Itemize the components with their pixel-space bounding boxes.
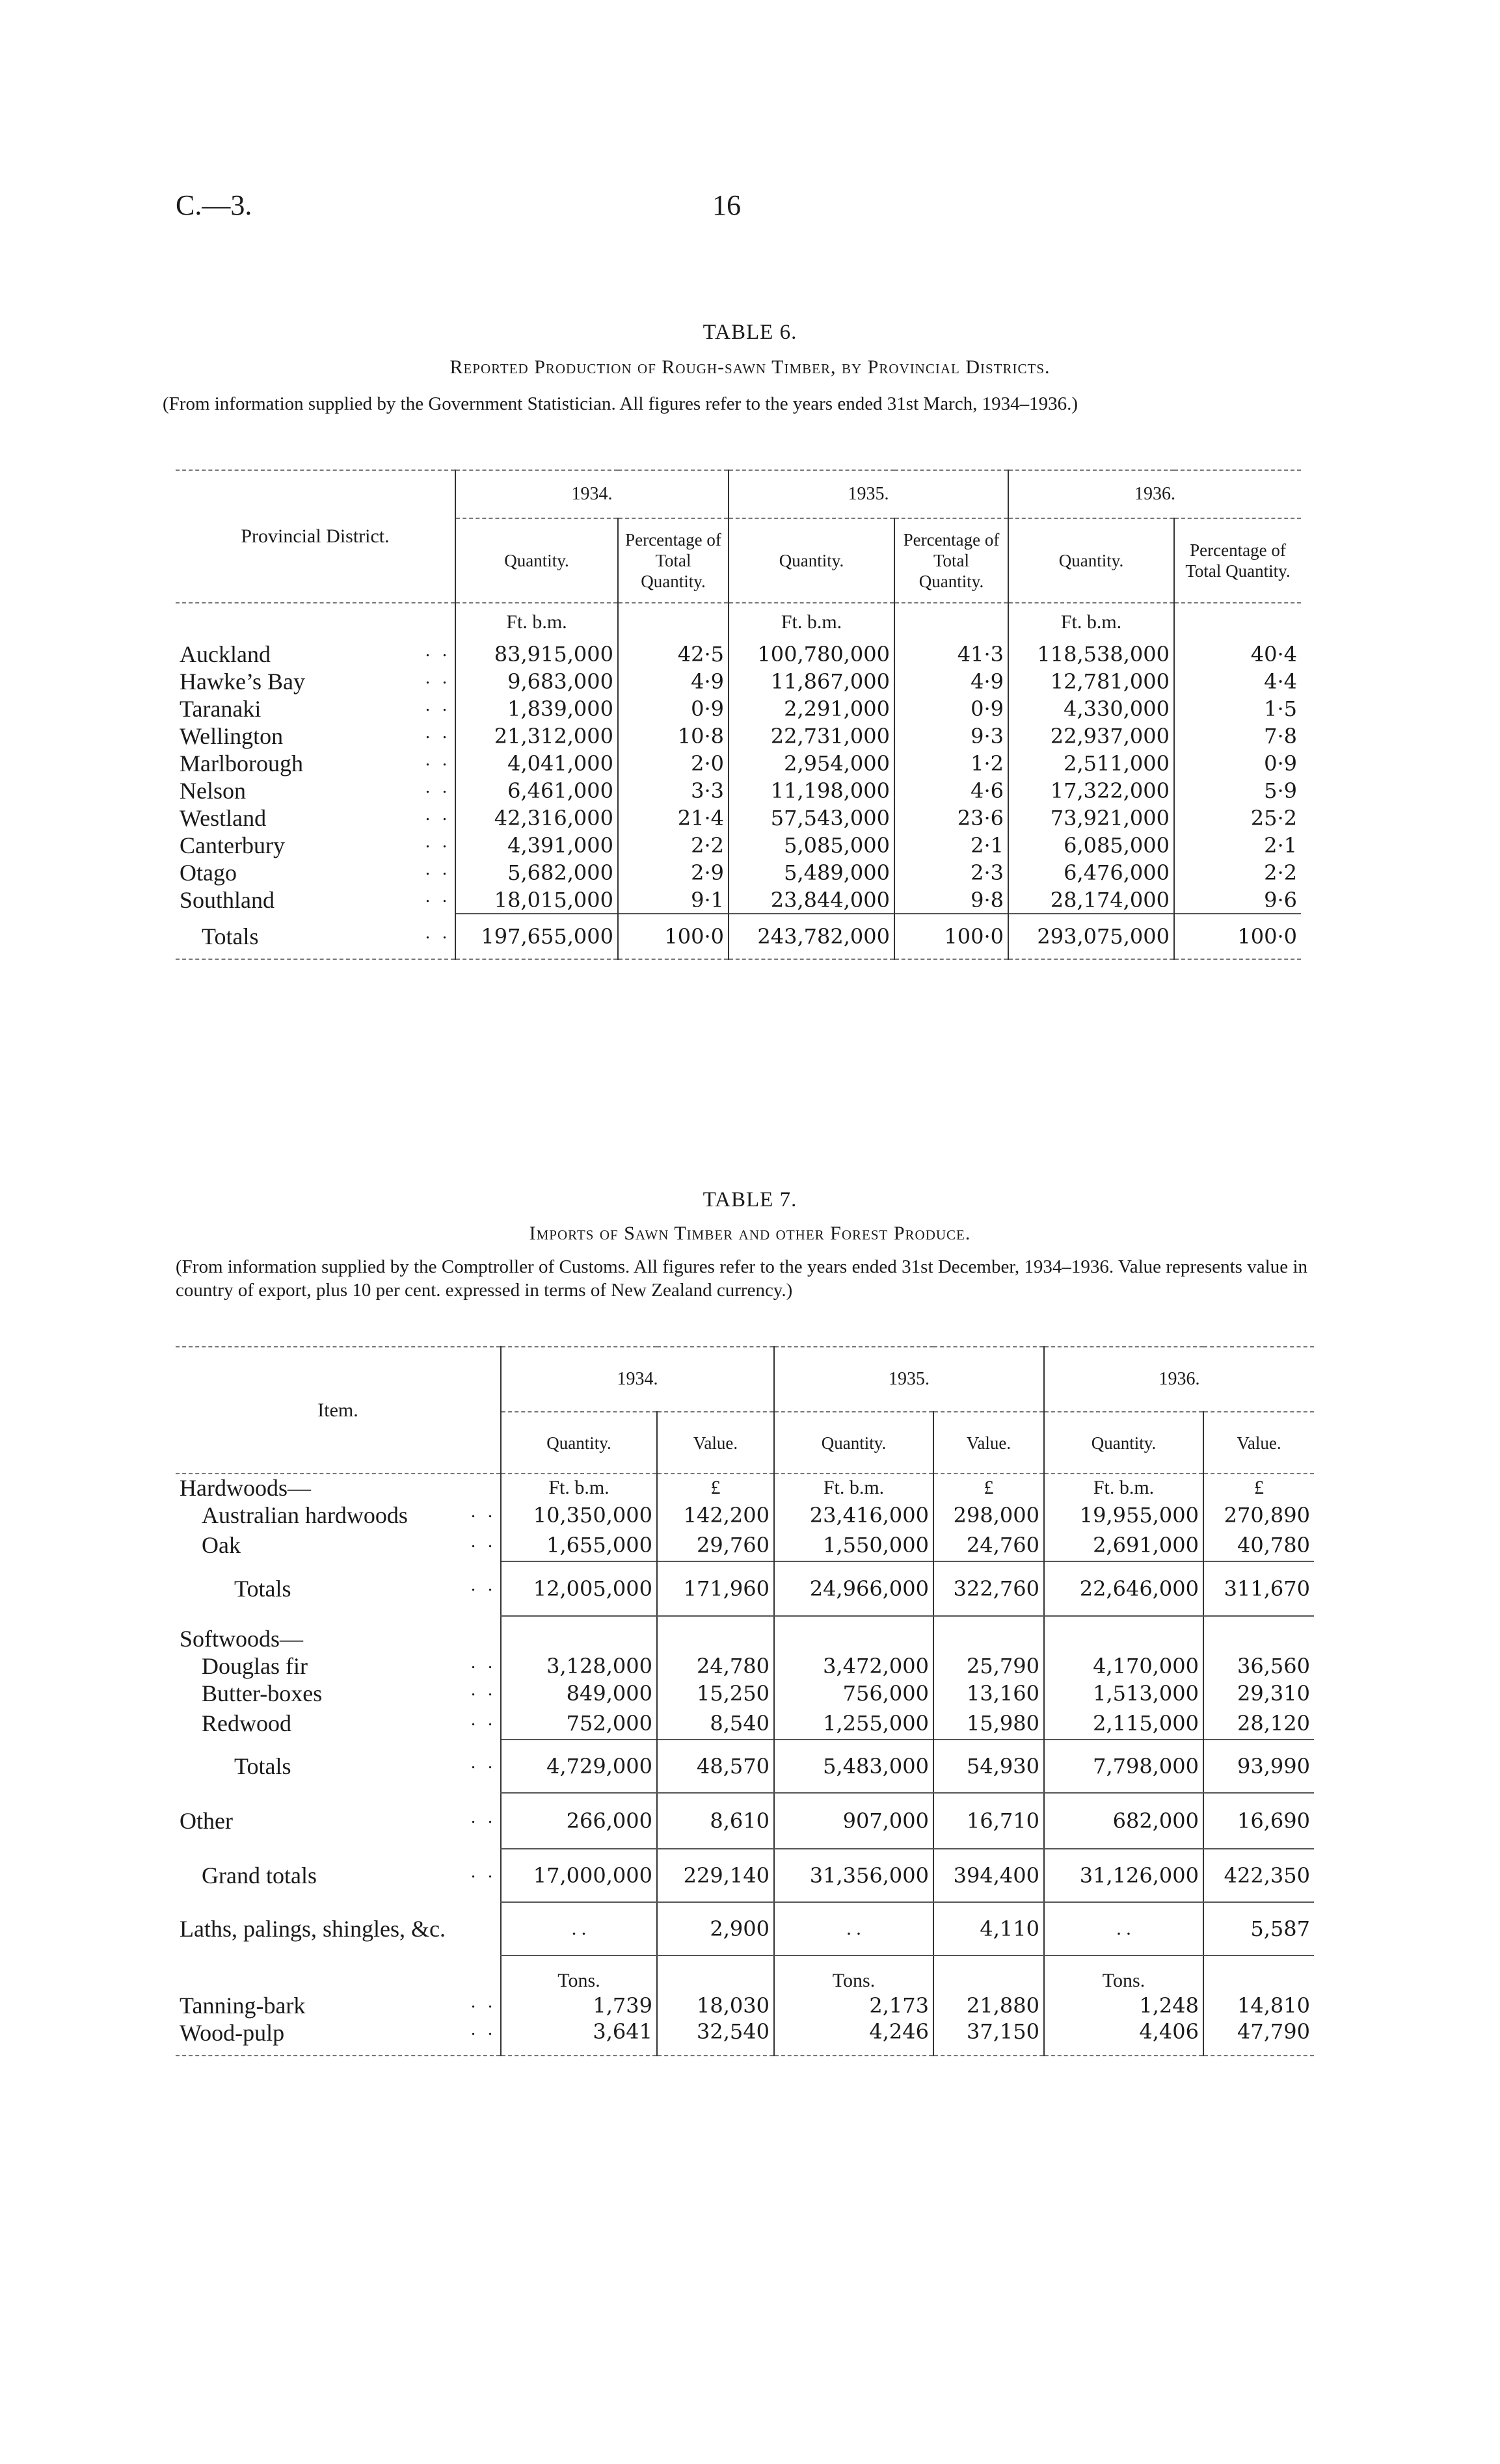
quantity-cell: 4,391,000 bbox=[455, 832, 618, 859]
section-heading-hardwoods: Hardwoods— bbox=[180, 1475, 311, 1501]
table-row bbox=[176, 1616, 1314, 1652]
unit-label: Tons. bbox=[774, 1955, 933, 1992]
quantity-cell: 11,867,000 bbox=[729, 668, 894, 695]
leader-dots: . . bbox=[425, 750, 451, 770]
table6-year-1936: 1936. bbox=[1008, 470, 1301, 518]
quantity-cell: . . bbox=[501, 1902, 657, 1955]
item-label: Wood-pulp bbox=[180, 2020, 285, 2046]
unit-label: Ft. b.m. bbox=[729, 603, 894, 641]
quantity-cell: 2,291,000 bbox=[729, 695, 894, 722]
percentage-cell: 10·8 bbox=[618, 722, 729, 750]
quantity-cell: 17,322,000 bbox=[1008, 777, 1174, 804]
table-row bbox=[176, 722, 1301, 750]
table7-note: (From information supplied by the Comptroller of Customs. All figures refer to the years ended 31st December, 1934–1936. Value represents value in country of export, plus 10 per cent. expressed in terms of New Zealand currency.) bbox=[176, 1256, 1307, 1301]
quantity-cell: 6,085,000 bbox=[1008, 832, 1174, 859]
table-row bbox=[176, 1474, 1314, 1502]
value-cell: 47,790 bbox=[1203, 2019, 1314, 2056]
unit-label: Ft. b.m. bbox=[455, 603, 618, 641]
table-row bbox=[176, 1793, 1314, 1849]
quantity-cell: 2,173 bbox=[774, 1992, 933, 2019]
quantity-cell: 100,780,000 bbox=[729, 641, 894, 668]
total-value-cell: 394,400 bbox=[933, 1849, 1044, 1902]
total-quantity-cell: 5,483,000 bbox=[774, 1740, 933, 1793]
leader-dots: . . bbox=[471, 1680, 496, 1700]
total-quantity-cell: 4,729,000 bbox=[501, 1740, 657, 1793]
quantity-cell: 4,330,000 bbox=[1008, 695, 1174, 722]
percentage-cell: 0·9 bbox=[894, 695, 1008, 722]
quantity-cell: 756,000 bbox=[774, 1680, 933, 1707]
percentage-cell: 40·4 bbox=[1174, 641, 1301, 668]
total-quantity-cell: 31,356,000 bbox=[774, 1849, 933, 1902]
totals-label: Totals bbox=[234, 1576, 291, 1602]
quantity-cell: 2,691,000 bbox=[1044, 1529, 1203, 1561]
quantity-cell: 3,472,000 bbox=[774, 1652, 933, 1680]
leader-dots: . . bbox=[425, 832, 451, 852]
value-cell: 14,810 bbox=[1203, 1992, 1314, 2019]
total-value-cell: 54,930 bbox=[933, 1740, 1044, 1793]
leader-dots: . . bbox=[471, 1992, 496, 2012]
percentage-cell: 0·9 bbox=[618, 695, 729, 722]
district-label: Taranaki bbox=[180, 696, 261, 722]
total-value-cell: 322,760 bbox=[933, 1561, 1044, 1616]
percentage-cell: 9·3 bbox=[894, 722, 1008, 750]
value-cell: 24,780 bbox=[657, 1652, 774, 1680]
totals-row bbox=[176, 1561, 1314, 1616]
table6-col-percentage: Percentage of Total Quantity. bbox=[618, 518, 729, 603]
unit-label: Tons. bbox=[1044, 1955, 1203, 1992]
unit-label: £ bbox=[933, 1474, 1044, 1502]
item-label: Laths, palings, shingles, &c. bbox=[180, 1916, 446, 1942]
quantity-cell: 5,489,000 bbox=[729, 859, 894, 886]
totals-row bbox=[176, 1740, 1314, 1793]
section-heading-softwoods: Softwoods— bbox=[180, 1626, 304, 1652]
table7-col-quantity: Quantity. bbox=[774, 1412, 933, 1474]
total-value-cell: 93,990 bbox=[1203, 1740, 1314, 1793]
value-cell: 29,310 bbox=[1203, 1680, 1314, 1707]
quantity-cell: 5,682,000 bbox=[455, 859, 618, 886]
total-percentage-cell: 100·0 bbox=[1174, 914, 1301, 959]
leader-dots: . . bbox=[471, 1862, 496, 1882]
value-cell: 13,160 bbox=[933, 1680, 1044, 1707]
quantity-cell: 3,128,000 bbox=[501, 1652, 657, 1680]
quantity-cell: 4,246 bbox=[774, 2019, 933, 2056]
district-label: Hawke’s Bay bbox=[180, 669, 305, 695]
document-reference: C.—3. bbox=[176, 189, 252, 221]
unit-label: Ft. b.m. bbox=[774, 1474, 933, 1502]
table-row bbox=[176, 668, 1301, 695]
item-label: Other bbox=[180, 1808, 233, 1834]
district-label: Marlborough bbox=[180, 750, 303, 776]
value-cell: 16,710 bbox=[933, 1793, 1044, 1849]
table-row bbox=[176, 641, 1301, 668]
quantity-cell: 18,015,000 bbox=[455, 886, 618, 914]
quantity-cell: 752,000 bbox=[501, 1707, 657, 1740]
table-row bbox=[176, 750, 1301, 777]
quantity-cell: 118,538,000 bbox=[1008, 641, 1174, 668]
table-row bbox=[176, 2019, 1314, 2056]
table6-note: (From information supplied by the Government Statistician. All figures refer to the years ended 31st March, 1934–1936.) bbox=[163, 393, 1078, 414]
page-number: 16 bbox=[712, 189, 741, 221]
table7-number: TABLE 7. bbox=[703, 1188, 797, 1212]
quantity-cell: 682,000 bbox=[1044, 1793, 1203, 1849]
table-row bbox=[176, 859, 1301, 886]
table-row bbox=[176, 1680, 1314, 1707]
unit-label: Tons. bbox=[501, 1955, 657, 1992]
value-cell: 5,587 bbox=[1203, 1902, 1314, 1955]
totals-row bbox=[176, 914, 1301, 959]
table-row bbox=[176, 1502, 1314, 1529]
table-row bbox=[176, 886, 1301, 914]
value-cell: 298,000 bbox=[933, 1502, 1044, 1529]
district-label: Southland bbox=[180, 887, 275, 913]
quantity-cell: 1,839,000 bbox=[455, 695, 618, 722]
quantity-cell: 6,476,000 bbox=[1008, 859, 1174, 886]
table6-col-quantity: Quantity. bbox=[729, 518, 894, 603]
quantity-cell: 9,683,000 bbox=[455, 668, 618, 695]
table-row bbox=[176, 1707, 1314, 1740]
table6-year-1935: 1935. bbox=[729, 470, 1008, 518]
quantity-cell: 1,739 bbox=[501, 1992, 657, 2019]
total-quantity-cell: 31,126,000 bbox=[1044, 1849, 1203, 1902]
quantity-cell: 11,198,000 bbox=[729, 777, 894, 804]
table7-year-1936: 1936. bbox=[1044, 1347, 1314, 1412]
percentage-cell: 2·2 bbox=[1174, 859, 1301, 886]
percentage-cell: 23·6 bbox=[894, 804, 1008, 832]
quantity-cell: 6,461,000 bbox=[455, 777, 618, 804]
leader-dots: . . bbox=[425, 886, 451, 907]
quantity-cell: 1,255,000 bbox=[774, 1707, 933, 1740]
table7-col-value: Value. bbox=[1203, 1412, 1314, 1474]
percentage-cell: 9·8 bbox=[894, 886, 1008, 914]
leader-dots: . . bbox=[471, 1710, 496, 1730]
item-label: Australian hardwoods bbox=[202, 1502, 408, 1528]
quantity-cell: 3,641 bbox=[501, 2019, 657, 2056]
quantity-cell: 12,781,000 bbox=[1008, 668, 1174, 695]
percentage-cell: 2·0 bbox=[618, 750, 729, 777]
leader-dots: . . bbox=[425, 695, 451, 715]
leader-dots: . . bbox=[425, 668, 451, 688]
total-quantity-cell: 197,655,000 bbox=[455, 914, 618, 959]
total-quantity-cell: 22,646,000 bbox=[1044, 1561, 1203, 1616]
percentage-cell: 9·1 bbox=[618, 886, 729, 914]
quantity-cell: 23,844,000 bbox=[729, 886, 894, 914]
unit-label: Ft. b.m. bbox=[1044, 1474, 1203, 1502]
value-cell: 40,780 bbox=[1203, 1529, 1314, 1561]
percentage-cell: 21·4 bbox=[618, 804, 729, 832]
percentage-cell: 0·9 bbox=[1174, 750, 1301, 777]
quantity-cell: 849,000 bbox=[501, 1680, 657, 1707]
value-cell: 28,120 bbox=[1203, 1707, 1314, 1740]
table-row bbox=[176, 1955, 1314, 1992]
leader-dots: . . bbox=[471, 1652, 496, 1673]
table7-title: Imports of Sawn Timber and other Forest Produce. bbox=[529, 1223, 971, 1244]
total-quantity-cell: 12,005,000 bbox=[501, 1561, 657, 1616]
total-percentage-cell: 100·0 bbox=[894, 914, 1008, 959]
table6-col-percentage: Percentage of Total Quantity. bbox=[1174, 518, 1301, 603]
quantity-cell: 5,085,000 bbox=[729, 832, 894, 859]
total-percentage-cell: 100·0 bbox=[618, 914, 729, 959]
district-label: Nelson bbox=[180, 778, 246, 804]
table7-col-value: Value. bbox=[657, 1412, 774, 1474]
item-label: Oak bbox=[202, 1532, 241, 1558]
leader-dots: . . bbox=[471, 1807, 496, 1827]
quantity-cell: 2,115,000 bbox=[1044, 1707, 1203, 1740]
percentage-cell: 2·3 bbox=[894, 859, 1008, 886]
value-cell: 270,890 bbox=[1203, 1502, 1314, 1529]
quantity-cell: . . bbox=[774, 1902, 933, 1955]
value-cell: 29,760 bbox=[657, 1529, 774, 1561]
quantity-cell: 22,731,000 bbox=[729, 722, 894, 750]
district-label: Otago bbox=[180, 860, 237, 886]
value-cell: 18,030 bbox=[657, 1992, 774, 2019]
totals-label: Totals bbox=[202, 923, 259, 949]
percentage-cell: 7·8 bbox=[1174, 722, 1301, 750]
leader-dots: . . bbox=[425, 859, 451, 879]
table6-col-quantity: Quantity. bbox=[455, 518, 618, 603]
quantity-cell: 1,248 bbox=[1044, 1992, 1203, 2019]
quantity-cell: 28,174,000 bbox=[1008, 886, 1174, 914]
leader-dots: . . bbox=[425, 777, 451, 797]
unit-label: £ bbox=[1203, 1474, 1314, 1502]
quantity-cell: 266,000 bbox=[501, 1793, 657, 1849]
percentage-cell: 4·9 bbox=[618, 668, 729, 695]
item-label: Douglas fir bbox=[202, 1653, 308, 1679]
quantity-cell: 73,921,000 bbox=[1008, 804, 1174, 832]
percentage-cell: 1·2 bbox=[894, 750, 1008, 777]
table-row bbox=[176, 1652, 1314, 1680]
quantity-cell: 2,954,000 bbox=[729, 750, 894, 777]
table7-col-quantity: Quantity. bbox=[501, 1412, 657, 1474]
percentage-cell: 2·1 bbox=[1174, 832, 1301, 859]
leader-dots: . . bbox=[471, 2019, 496, 2039]
quantity-cell: 4,170,000 bbox=[1044, 1652, 1203, 1680]
percentage-cell: 41·3 bbox=[894, 641, 1008, 668]
value-cell: 8,610 bbox=[657, 1793, 774, 1849]
quantity-cell: . . bbox=[1044, 1902, 1203, 1955]
table6-number: TABLE 6. bbox=[703, 321, 797, 344]
table7-col-quantity: Quantity. bbox=[1044, 1412, 1203, 1474]
item-label: Butter-boxes bbox=[202, 1680, 323, 1706]
table-row bbox=[176, 777, 1301, 804]
value-cell: 15,250 bbox=[657, 1680, 774, 1707]
percentage-cell: 2·1 bbox=[894, 832, 1008, 859]
total-quantity-cell: 7,798,000 bbox=[1044, 1740, 1203, 1793]
district-label: Canterbury bbox=[180, 832, 285, 858]
value-cell: 36,560 bbox=[1203, 1652, 1314, 1680]
quantity-cell: 22,937,000 bbox=[1008, 722, 1174, 750]
total-quantity-cell: 293,075,000 bbox=[1008, 914, 1174, 959]
quantity-cell: 4,406 bbox=[1044, 2019, 1203, 2056]
quantity-cell: 23,416,000 bbox=[774, 1502, 933, 1529]
grand-totals-label: Grand totals bbox=[202, 1862, 317, 1888]
district-label: Westland bbox=[180, 805, 267, 831]
unit-label: Ft. b.m. bbox=[1008, 603, 1174, 641]
total-value-cell: 229,140 bbox=[657, 1849, 774, 1902]
percentage-cell: 9·6 bbox=[1174, 886, 1301, 914]
leader-dots: . . bbox=[425, 804, 451, 825]
value-cell: 32,540 bbox=[657, 2019, 774, 2056]
quantity-cell: 4,041,000 bbox=[455, 750, 618, 777]
unit-label: £ bbox=[657, 1474, 774, 1502]
quantity-cell: 10,350,000 bbox=[501, 1502, 657, 1529]
unit-label: Ft. b.m. bbox=[501, 1474, 657, 1502]
table-row bbox=[176, 804, 1301, 832]
total-quantity-cell: 17,000,000 bbox=[501, 1849, 657, 1902]
percentage-cell: 1·5 bbox=[1174, 695, 1301, 722]
quantity-cell: 907,000 bbox=[774, 1793, 933, 1849]
table6-year-1934: 1934. bbox=[455, 470, 729, 518]
table7-stub-header: Item. bbox=[317, 1399, 358, 1421]
percentage-cell: 5·9 bbox=[1174, 777, 1301, 804]
total-value-cell: 48,570 bbox=[657, 1740, 774, 1793]
table6-col-quantity: Quantity. bbox=[1008, 518, 1174, 603]
value-cell: 16,690 bbox=[1203, 1793, 1314, 1849]
table7-year-1935: 1935. bbox=[774, 1347, 1044, 1412]
quantity-cell: 2,511,000 bbox=[1008, 750, 1174, 777]
leader-dots: . . bbox=[471, 1575, 496, 1595]
table7 bbox=[176, 1346, 1314, 2056]
value-cell: 25,790 bbox=[933, 1652, 1044, 1680]
value-cell: 37,150 bbox=[933, 2019, 1044, 2056]
quantity-cell: 57,543,000 bbox=[729, 804, 894, 832]
table6-stub-header: Provincial District. bbox=[241, 525, 390, 547]
leader-dots: . . bbox=[425, 722, 451, 743]
district-label: Wellington bbox=[180, 723, 284, 749]
item-label: Tanning-bark bbox=[180, 1993, 306, 2019]
value-cell: 4,110 bbox=[933, 1902, 1044, 1955]
table-row bbox=[176, 1529, 1314, 1561]
total-quantity-cell: 24,966,000 bbox=[774, 1561, 933, 1616]
table-row bbox=[176, 832, 1301, 859]
value-cell: 15,980 bbox=[933, 1707, 1044, 1740]
leader-dots: . . bbox=[471, 1502, 496, 1522]
percentage-cell: 3·3 bbox=[618, 777, 729, 804]
totals-label: Totals bbox=[234, 1753, 291, 1779]
table6 bbox=[176, 470, 1301, 960]
table-row bbox=[176, 1992, 1314, 2019]
quantity-cell: 21,312,000 bbox=[455, 722, 618, 750]
item-label: Redwood bbox=[202, 1710, 291, 1736]
percentage-cell: 2·9 bbox=[618, 859, 729, 886]
leader-dots: . . bbox=[425, 641, 451, 661]
percentage-cell: 4·6 bbox=[894, 777, 1008, 804]
percentage-cell: 2·2 bbox=[618, 832, 729, 859]
total-quantity-cell: 243,782,000 bbox=[729, 914, 894, 959]
quantity-cell: 83,915,000 bbox=[455, 641, 618, 668]
table6-col-percentage: Percentage of Total Quantity. bbox=[894, 518, 1008, 603]
table7-col-value: Value. bbox=[933, 1412, 1044, 1474]
value-cell: 2,900 bbox=[657, 1902, 774, 1955]
table-row bbox=[176, 695, 1301, 722]
quantity-cell: 1,550,000 bbox=[774, 1529, 933, 1561]
total-value-cell: 311,670 bbox=[1203, 1561, 1314, 1616]
table6-title: Reported Production of Rough-sawn Timber, by Provincial Districts. bbox=[449, 356, 1051, 378]
percentage-cell: 4·9 bbox=[894, 668, 1008, 695]
table-row bbox=[176, 1902, 1314, 1955]
leader-dots: . . bbox=[471, 1531, 496, 1552]
quantity-cell: 19,955,000 bbox=[1044, 1502, 1203, 1529]
value-cell: 21,880 bbox=[933, 1992, 1044, 2019]
table7-year-1934: 1934. bbox=[501, 1347, 774, 1412]
total-value-cell: 422,350 bbox=[1203, 1849, 1314, 1902]
quantity-cell: 1,655,000 bbox=[501, 1529, 657, 1561]
percentage-cell: 25·2 bbox=[1174, 804, 1301, 832]
district-label: Auckland bbox=[180, 641, 271, 667]
percentage-cell: 42·5 bbox=[618, 641, 729, 668]
leader-dots: . . bbox=[425, 922, 451, 943]
leader-dots: . . bbox=[471, 1753, 496, 1773]
value-cell: 8,540 bbox=[657, 1707, 774, 1740]
grand-totals-row bbox=[176, 1849, 1314, 1902]
quantity-cell: 42,316,000 bbox=[455, 804, 618, 832]
value-cell: 142,200 bbox=[657, 1502, 774, 1529]
quantity-cell: 1,513,000 bbox=[1044, 1680, 1203, 1707]
percentage-cell: 4·4 bbox=[1174, 668, 1301, 695]
value-cell: 24,760 bbox=[933, 1529, 1044, 1561]
total-value-cell: 171,960 bbox=[657, 1561, 774, 1616]
